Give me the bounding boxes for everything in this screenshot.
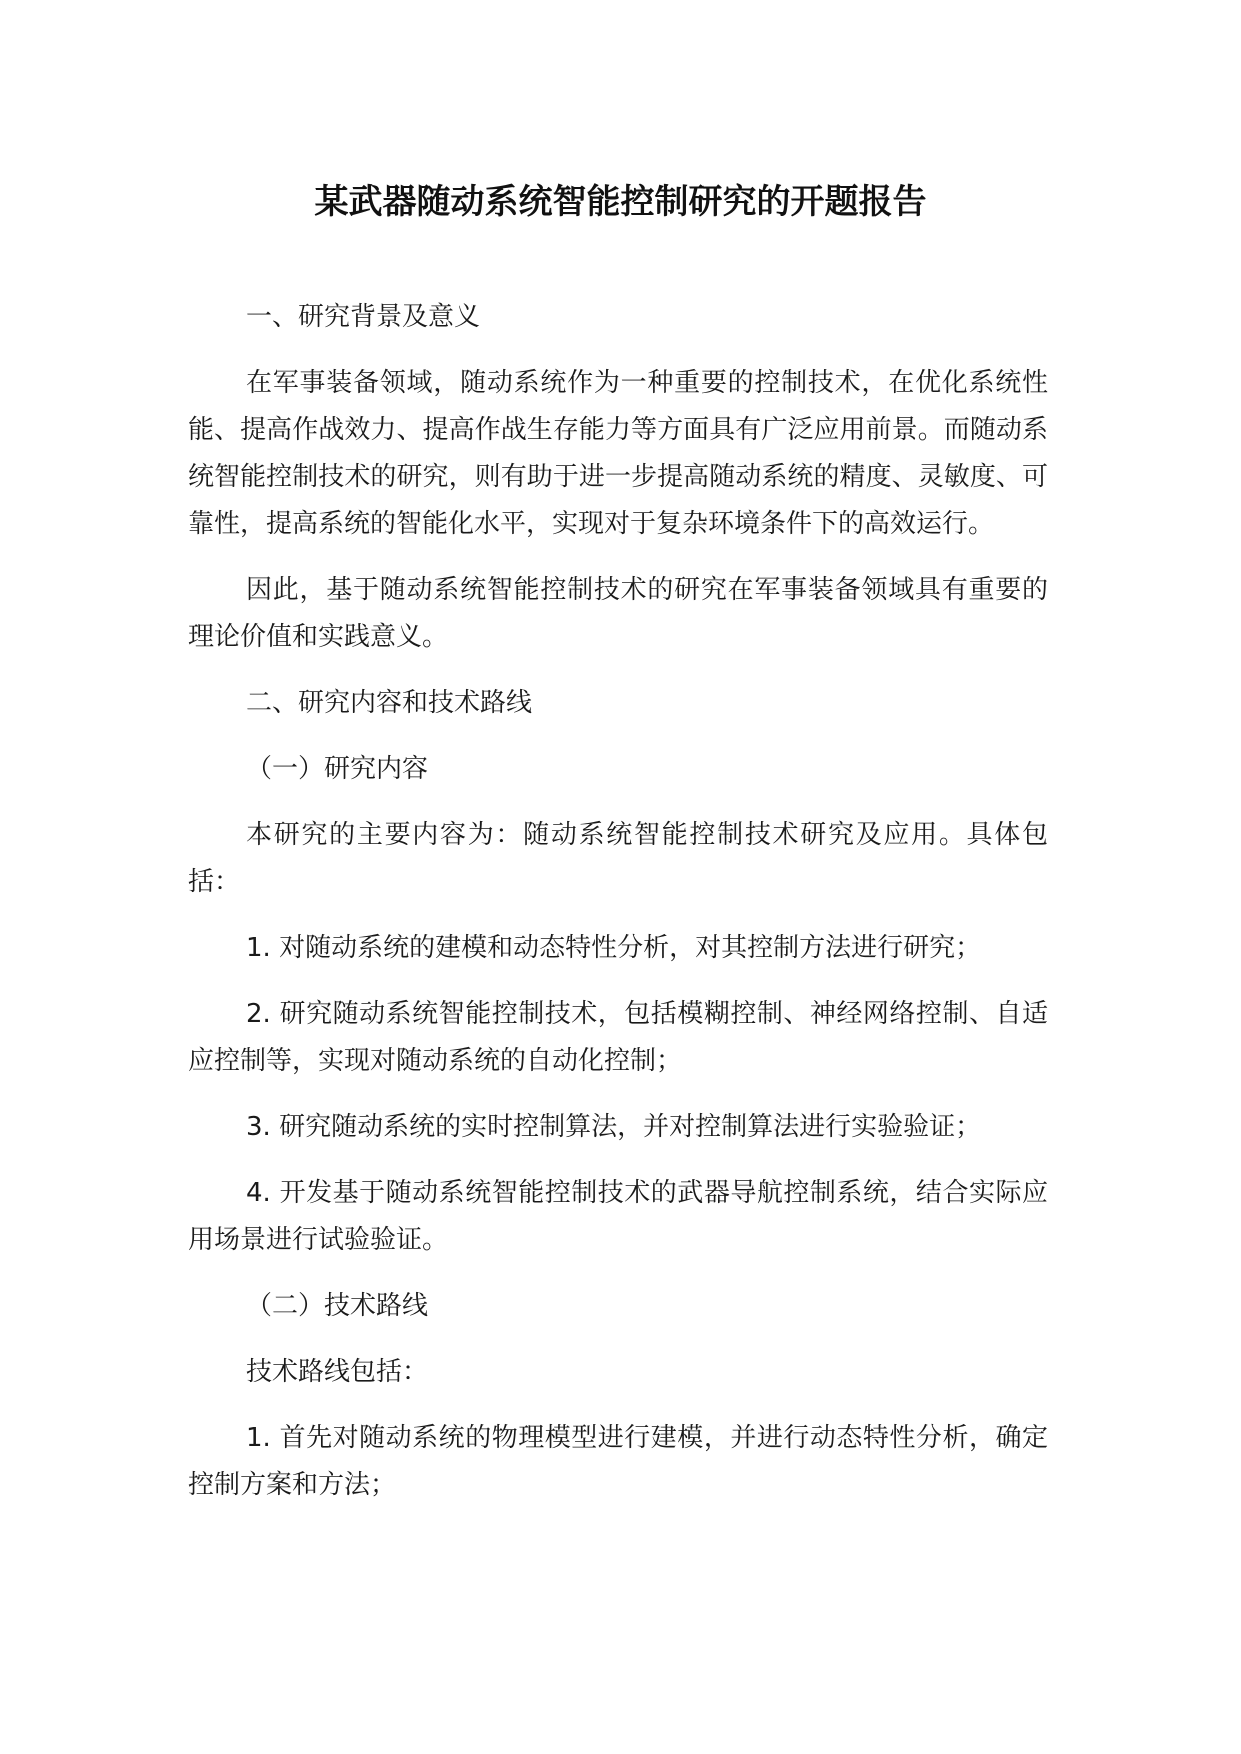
section-heading-content-route: 二、研究内容和技术路线 bbox=[246, 688, 533, 718]
list-item: 2. 研究随动系统智能控制技术，包括模糊控制、神经网络控制、自适应控制等，实现对随动系统的自动化控制； bbox=[188, 999, 1048, 1076]
section-heading-background: 一、研究背景及意义 bbox=[246, 302, 481, 332]
paragraph-significance: 因此，基于随动系统智能控制技术的研究在军事装备领域具有重要的理论价值和实践意义。 bbox=[188, 575, 1048, 652]
document-title: 某武器随动系统智能控制研究的开题报告 bbox=[314, 182, 927, 222]
paragraph-background: 在军事装备领域，随动系统作为一种重要的控制技术，在优化系统性能、提高作战效力、提高作战生存能力等方面具有广泛应用前景。而随动系统智能控制技术的研究，则有助于进一步提高随动系统的精度、灵敏度、可靠性，提高系统的智能化水平，实现对于复杂环境条件下的高效运行。 bbox=[188, 368, 1048, 539]
document-body bbox=[188, 294, 1048, 1528]
list-item: 4. 开发基于随动系统智能控制技术的武器导航控制系统，结合实际应用场景进行试验验证。 bbox=[188, 1178, 1048, 1255]
list-item: 1. 对随动系统的建模和动态特性分析，对其控制方法进行研究； bbox=[246, 933, 982, 963]
paragraph-route-intro: 技术路线包括： bbox=[246, 1357, 429, 1387]
subsection-heading-content: （一）研究内容 bbox=[246, 754, 429, 784]
list-item: 1. 首先对随动系统的物理模型进行建模，并进行动态特性分析，确定控制方案和方法； bbox=[188, 1423, 1048, 1500]
subsection-heading-route: （二）技术路线 bbox=[246, 1291, 429, 1321]
list-item: 3. 研究随动系统的实时控制算法，并对控制算法进行实验验证； bbox=[246, 1112, 982, 1142]
paragraph-main-content: 本研究的主要内容为：随动系统智能控制技术研究及应用。具体包括： bbox=[188, 820, 1048, 897]
